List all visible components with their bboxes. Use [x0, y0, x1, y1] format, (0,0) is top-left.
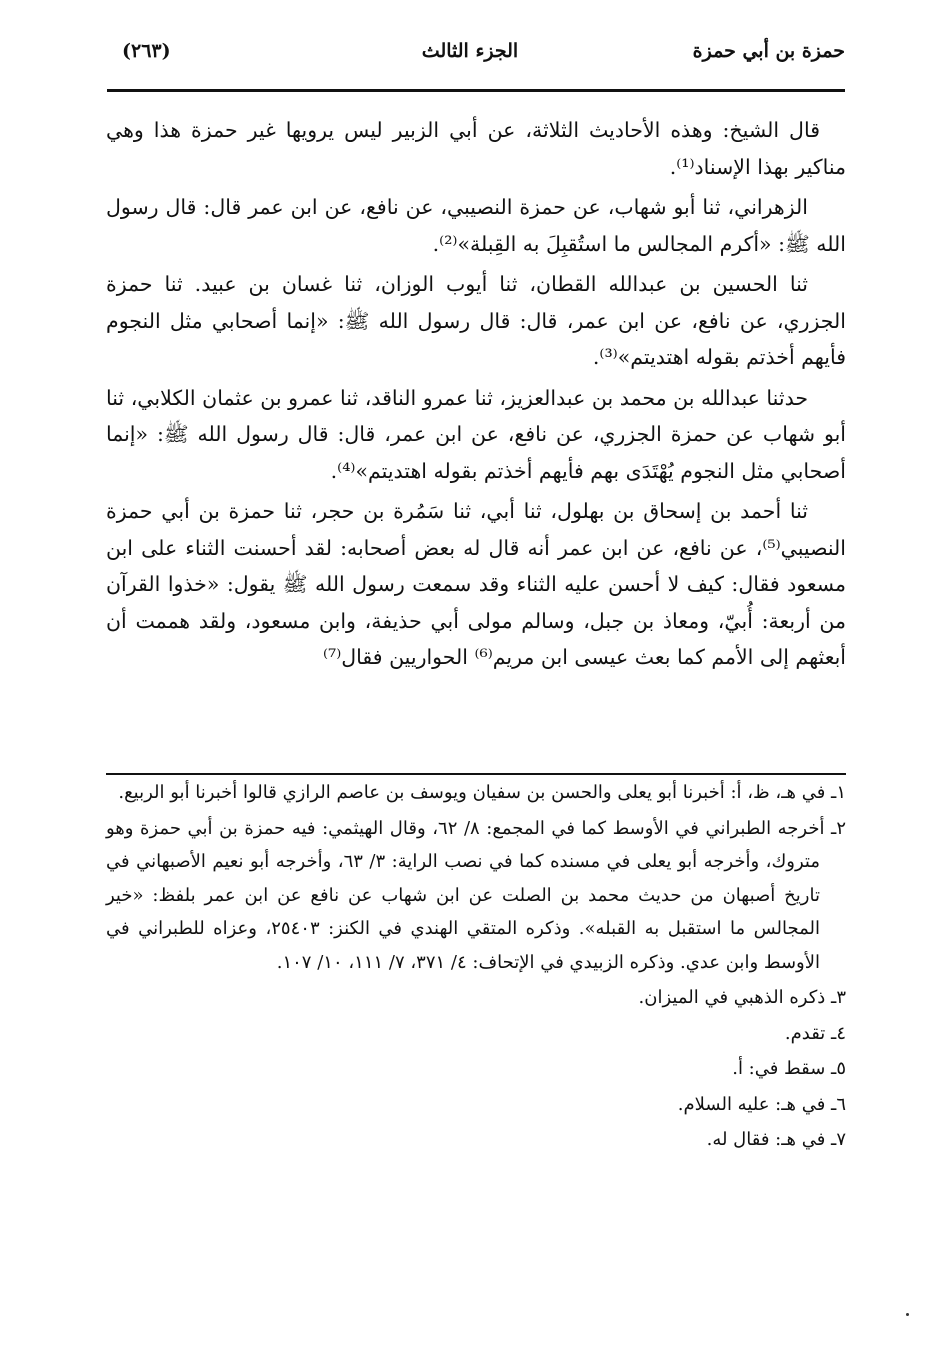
- scan-speck: [906, 1313, 909, 1316]
- volume-label: الجزء الثالث: [421, 40, 519, 62]
- footnote: ٧ـ في هـ: فقال له.: [706, 1129, 846, 1150]
- header-rule: [107, 89, 845, 92]
- footnote: ٣ـ ذكره الذهبي في الميزان.: [638, 987, 846, 1008]
- page-number: (٢٦٣): [122, 40, 171, 62]
- paragraph: حدثنا عبدالله بن محمد بن عبدالعزيز، ثنا عمرو الناقد، ثنا عمرو بن عثمان الكلابي، ثنا أبو شهاب عن حمزة الجزري، عن نافع، عن ابن عمر، قال: قال رسول الله ﷺ: «إنما أصحابي مثل النجوم يُهْتَدَى بهم فأيهم أخذتم بقوله اهتديتم»⁽⁴⁾.: [106, 385, 846, 483]
- footnote: ١ـ في هـ، ظ، أ: أخبرنا أبو يعلى والحسن بن سفيان ويوسف بن عاصم الرازي قالوا أخبرنا أبو الربيع.: [118, 782, 846, 803]
- footnotes: [106, 776, 846, 1159]
- footnote: ٤ـ تقدم.: [784, 1022, 846, 1044]
- paragraph: ثنا الحسين بن عبدالله القطان، ثنا أيوب الوزان، ثنا غسان بن عبيد. ثنا حمزة الجزري، عن نافع، عن ابن عمر، قال: قال رسول الله ﷺ: «إنما أصحابي مثل النجوم فأيهم أخذتم بقوله اهتديتم»⁽³⁾.: [106, 272, 846, 369]
- paragraph: ثنا أحمد بن إسحاق بن بهلول، ثنا أبي، ثنا سَمُرة بن حجر، ثنا حمزة بن أبي حمزة النصيبي⁽⁵⁾، عن نافع، عن ابن عمر أنه قال له بعض أصحابه: لقد أحسنت الثناء على ابن مسعود فقال: كيف لا أحسن عليه الثناء وقد سمعت رسول الله ﷺ يقول: «خذوا القرآن من أربعة: أُبيّ، ومعاذ بن جبل، وسالم مولى أبي حذيفة، وابن مسعود، ولقد هممت أن أبعثهم إلى الأمم كما بعث عيسى ابن مريم⁽⁶⁾ الحواريين فقال⁽⁷⁾: [106, 499, 846, 669]
- main-text: [106, 112, 846, 680]
- running-title: حمزة بن أبي حمزة: [692, 40, 845, 62]
- footnote: ٦ـ في هـ: عليه السلام.: [677, 1093, 846, 1115]
- paragraph: الزهراني، ثنا أبو شهاب، عن حمزة النصيبي، عن نافع، عن ابن عمر قال: قال رسول الله ﷺ: «أكرم المجالس ما استُقبِلَ به القِبلة»⁽²⁾.: [106, 195, 846, 256]
- footnote: ٥ـ سقط في: أ.: [732, 1058, 846, 1079]
- footnote-rule: [106, 773, 846, 775]
- paragraph: قال الشيخ: وهذه الأحاديث الثلاثة، عن أبي الزبير ليس يرويها غير حمزة هذا وهي مناكير بهذا الإسناد⁽¹⁾.: [106, 118, 846, 179]
- footnote: ٢ـ أخرجه الطبراني في الأوسط كما في المجمع: ٨/ ٦٢، وقال الهيثمي: فيه حمزة بن أبي حمزة وهو متروك، وأخرجه أبو يعلى في مسنده كما في نصب الراية: ٣/ ٦٣، وأخرجه أبو نعيم الأصبهاني في تاريخ أصبهان من حديث محمد بن الصلت عن ابن شهاب عن نافع عن ابن عمر بلفظ: «خير المجالس ما استقبل به القبله». وذكره المتقي الهندي في الكنز: ٢٥٤٠٣، وعزاه للطبراني في الأوسط وابن عدي. وذكره الزبيدي في الإتحاف: ٤/ ٣٧١، ٧/ ١١١، ١٠/ ١٠٧.: [106, 817, 847, 973]
